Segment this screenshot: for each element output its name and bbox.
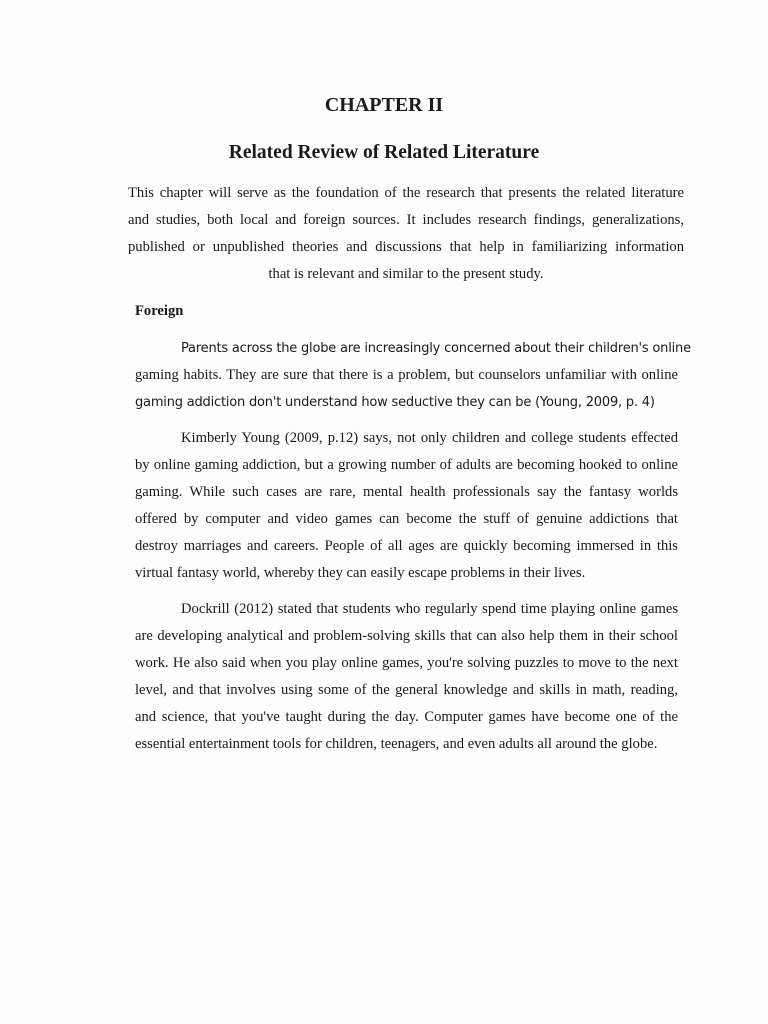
paragraph-line: gaming habits. They are sure that there is a problem, but counselors unfamiliar with online bbox=[135, 367, 678, 383]
paragraph-line: work. He also said when you play online games, you're solving puzzles to move to the next bbox=[135, 655, 678, 671]
paragraph-dockrill bbox=[135, 596, 678, 758]
intro-line: This chapter will serve as the foundation of the research that presents the related literature bbox=[128, 185, 684, 201]
paragraph-line: gaming addiction don't understand how seductive they can be (Young, 2009, p. 4) bbox=[135, 395, 655, 410]
paragraph-line: Dockrill (2012) stated that students who regularly spend time playing online games bbox=[181, 601, 678, 617]
paragraph-line: destroy marriages and careers. People of all ages are quickly becoming immersed in this bbox=[135, 538, 678, 554]
chapter-title: CHAPTER II bbox=[324, 94, 444, 116]
paragraph-line: essential entertainment tools for children, teenagers, and even adults all around the globe. bbox=[135, 736, 658, 752]
intro-line: and studies, both local and foreign sources. It includes research findings, generalizations, bbox=[128, 212, 684, 228]
paragraph-young-parents bbox=[135, 335, 691, 416]
intro-paragraph bbox=[128, 180, 684, 288]
paragraph-kimberly-young bbox=[135, 425, 678, 587]
paragraph-line: by online gaming addiction, but a growing number of adults are becoming hooked to online bbox=[135, 457, 678, 473]
intro-line: published or unpublished theories and discussions that help in familiarizing information bbox=[128, 239, 684, 255]
paragraph-line: are developing analytical and problem-solving skills that can also help them in their school bbox=[135, 628, 678, 644]
section-heading-foreign: Foreign bbox=[135, 303, 184, 319]
paragraph-line: level, and that involves using some of the general knowledge and skills in math, reading, bbox=[135, 682, 678, 698]
chapter-subtitle: Related Review of Related Literature bbox=[228, 142, 540, 163]
paragraph-line: virtual fantasy world, whereby they can easily escape problems in their lives. bbox=[135, 565, 586, 581]
paragraph-line: offered by computer and video games can become the stuff of genuine addictions that bbox=[135, 511, 678, 527]
paragraph-line: gaming. While such cases are rare, mental health professionals say the fantasy worlds bbox=[135, 484, 678, 500]
paragraph-line: Parents across the globe are increasingly concerned about their children's online bbox=[181, 341, 691, 356]
paragraph-line: and science, that you've taught during the day. Computer games have become one of the bbox=[135, 709, 678, 725]
paragraph-line: Kimberly Young (2009, p.12) says, not only children and college students effected bbox=[181, 430, 678, 446]
intro-line: that is relevant and similar to the present study. bbox=[268, 266, 544, 282]
